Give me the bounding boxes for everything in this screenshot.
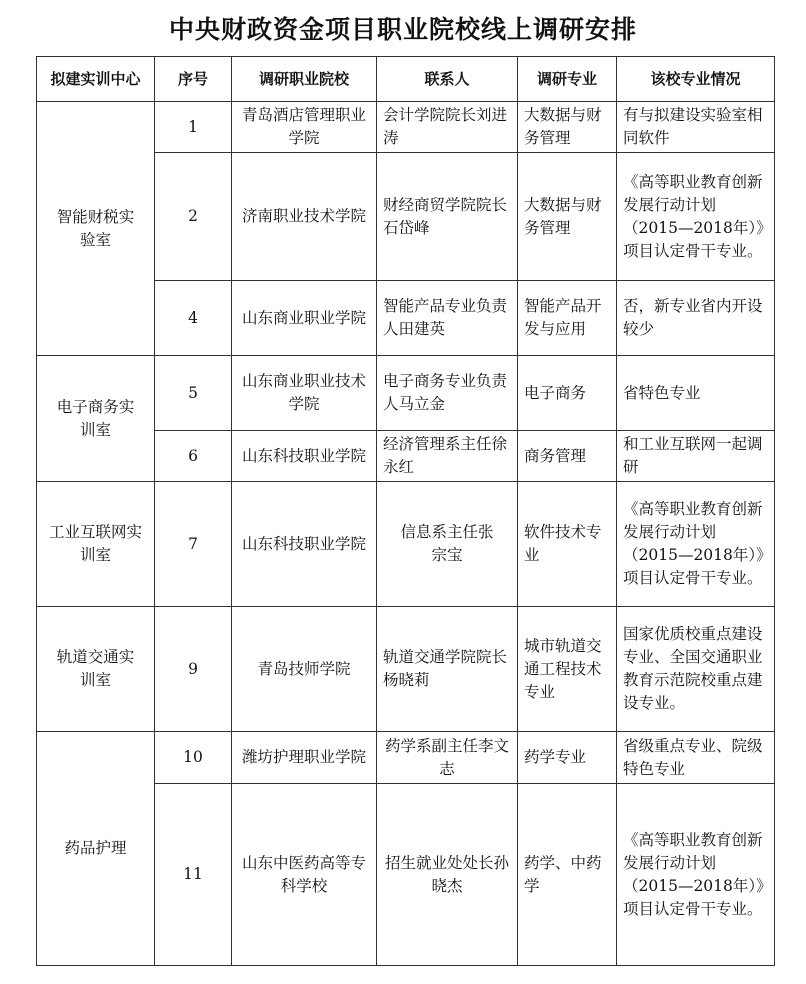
major-cell: 电子商务 bbox=[518, 356, 617, 431]
status-cell: 省特色专业 bbox=[617, 356, 775, 431]
status-cell: 否，新专业省内开设较少 bbox=[617, 281, 775, 356]
header-school: 调研职业院校 bbox=[232, 57, 377, 102]
status-cell: 《高等职业教育创新发展行动计划（2015—2018年）》项目认定骨干专业。 bbox=[617, 784, 775, 966]
table-row bbox=[37, 732, 775, 784]
seq-cell: 2 bbox=[155, 153, 232, 281]
major-cell: 智能产品开发与应用 bbox=[518, 281, 617, 356]
table-header-row bbox=[37, 57, 775, 102]
contact-cell: 经济管理系主任徐永红 bbox=[377, 431, 518, 482]
seq-cell: 10 bbox=[155, 732, 232, 784]
center-cell: 工业互联网实训室 bbox=[37, 482, 155, 607]
contact-cell: 药学系副主任李文志 bbox=[377, 732, 518, 784]
seq-cell: 1 bbox=[155, 102, 232, 153]
contact-cell: 轨道交通学院院长杨晓莉 bbox=[377, 607, 518, 732]
table-row bbox=[37, 607, 775, 732]
header-contact: 联系人 bbox=[377, 57, 518, 102]
header-seq: 序号 bbox=[155, 57, 232, 102]
status-cell: 《高等职业教育创新发展行动计划（2015—2018年）》项目认定骨干专业。 bbox=[617, 482, 775, 607]
school-cell: 青岛技师学院 bbox=[232, 607, 377, 732]
table-row bbox=[37, 102, 775, 153]
seq-cell: 6 bbox=[155, 431, 232, 482]
major-cell: 城市轨道交通工程技术专业 bbox=[518, 607, 617, 732]
header-status: 该校专业情况 bbox=[617, 57, 775, 102]
center-cell: 药品护理 bbox=[37, 732, 155, 966]
seq-cell: 7 bbox=[155, 482, 232, 607]
seq-cell: 4 bbox=[155, 281, 232, 356]
school-cell: 山东科技职业学院 bbox=[232, 431, 377, 482]
center-cell: 智能财税实验室 bbox=[37, 102, 155, 356]
contact-cell: 电子商务专业负责人马立金 bbox=[377, 356, 518, 431]
header-center: 拟建实训中心 bbox=[37, 57, 155, 102]
header-major: 调研专业 bbox=[518, 57, 617, 102]
contact-cell: 信息系主任张宗宝 bbox=[377, 482, 518, 607]
school-cell: 山东商业职业学院 bbox=[232, 281, 377, 356]
school-cell: 山东商业职业技术学院 bbox=[232, 356, 377, 431]
center-cell: 轨道交通实训室 bbox=[37, 607, 155, 732]
table-row bbox=[37, 482, 775, 607]
status-cell: 《高等职业教育创新发展行动计划（2015—2018年）》项目认定骨干专业。 bbox=[617, 153, 775, 281]
major-cell: 药学、中药学 bbox=[518, 784, 617, 966]
contact-cell: 财经商贸学院院长石岱峰 bbox=[377, 153, 518, 281]
center-cell: 电子商务实训室 bbox=[37, 356, 155, 482]
school-cell: 济南职业技术学院 bbox=[232, 153, 377, 281]
status-cell: 国家优质校重点建设专业、全国交通职业教育示范院校重点建设专业。 bbox=[617, 607, 775, 732]
research-schedule-table bbox=[36, 56, 775, 966]
school-cell: 青岛酒店管理职业学院 bbox=[232, 102, 377, 153]
school-cell: 山东科技职业学院 bbox=[232, 482, 377, 607]
seq-cell: 9 bbox=[155, 607, 232, 732]
school-cell: 山东中医药高等专科学校 bbox=[232, 784, 377, 966]
status-cell: 和工业互联网一起调研 bbox=[617, 431, 775, 482]
major-cell: 商务管理 bbox=[518, 431, 617, 482]
school-cell: 潍坊护理职业学院 bbox=[232, 732, 377, 784]
table-row bbox=[37, 356, 775, 431]
seq-cell: 5 bbox=[155, 356, 232, 431]
major-cell: 大数据与财务管理 bbox=[518, 153, 617, 281]
contact-cell: 招生就业处处长孙晓杰 bbox=[377, 784, 518, 966]
major-cell: 软件技术专业 bbox=[518, 482, 617, 607]
major-cell: 药学专业 bbox=[518, 732, 617, 784]
seq-cell: 11 bbox=[155, 784, 232, 966]
status-cell: 有与拟建设实验室相同软件 bbox=[617, 102, 775, 153]
status-cell: 省级重点专业、院级特色专业 bbox=[617, 732, 775, 784]
contact-cell: 会计学院院长刘进涛 bbox=[377, 102, 518, 153]
major-cell: 大数据与财务管理 bbox=[518, 102, 617, 153]
page-title: 中央财政资金项目职业院校线上调研安排 bbox=[168, 15, 637, 44]
contact-cell: 智能产品专业负责人田建英 bbox=[377, 281, 518, 356]
